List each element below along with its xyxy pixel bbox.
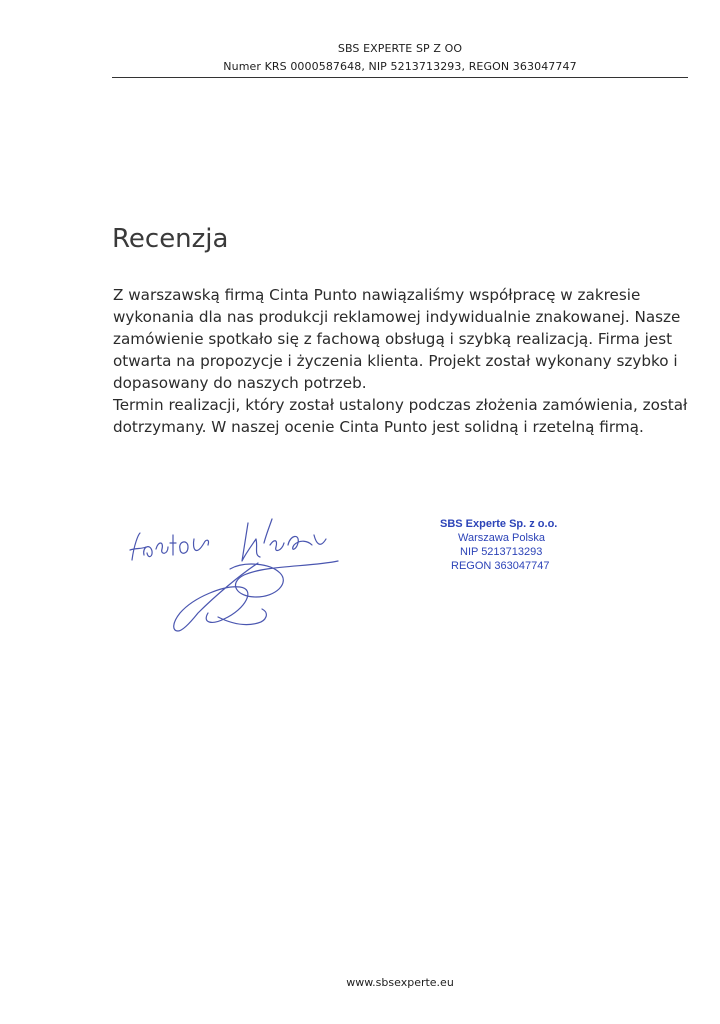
document-title: Recenzja [112,224,229,254]
review-paragraph-2: Termin realizacji, który został ustalony podczas złożenia zamówienia, został dotrzymany. W naszej ocenie Cinta Punto jest solidną i rzetelną firmą. [113,396,688,436]
stamp-nip: NIP 5213713293 [460,546,543,558]
stamp-regon: REGON 363047747 [451,560,550,572]
footer-website: www.sbsexperte.eu [346,976,454,989]
review-body [113,284,693,438]
signature-icon [120,505,370,645]
company-name: SBS EXPERTE SP Z OO [337,42,463,55]
letterhead [0,40,720,76]
header-divider [112,77,688,78]
page-footer [0,976,720,989]
stamp-city: Warszawa Polska [458,532,546,544]
review-paragraph-1: Z warszawską firmą Cinta Punto nawiązaliśmy współpracę w zakresie wykonania dla nas produkcji reklamowej indywidualnie znakowanej. Nasze zamówienie spotkało się z fachową obsługą i szybką realizacją. Firma jest otwarta na propozycje i życzenia klienta. Projekt został wykonany szybko i dopasowany do naszych potrzeb. [113,286,681,392]
company-stamp [418,517,608,573]
stamp-company-name: SBS Experte Sp. z o.o. [440,518,558,530]
company-registry-info: Numer KRS 0000587648, NIP 5213713293, REGON 363047747 [223,60,577,73]
